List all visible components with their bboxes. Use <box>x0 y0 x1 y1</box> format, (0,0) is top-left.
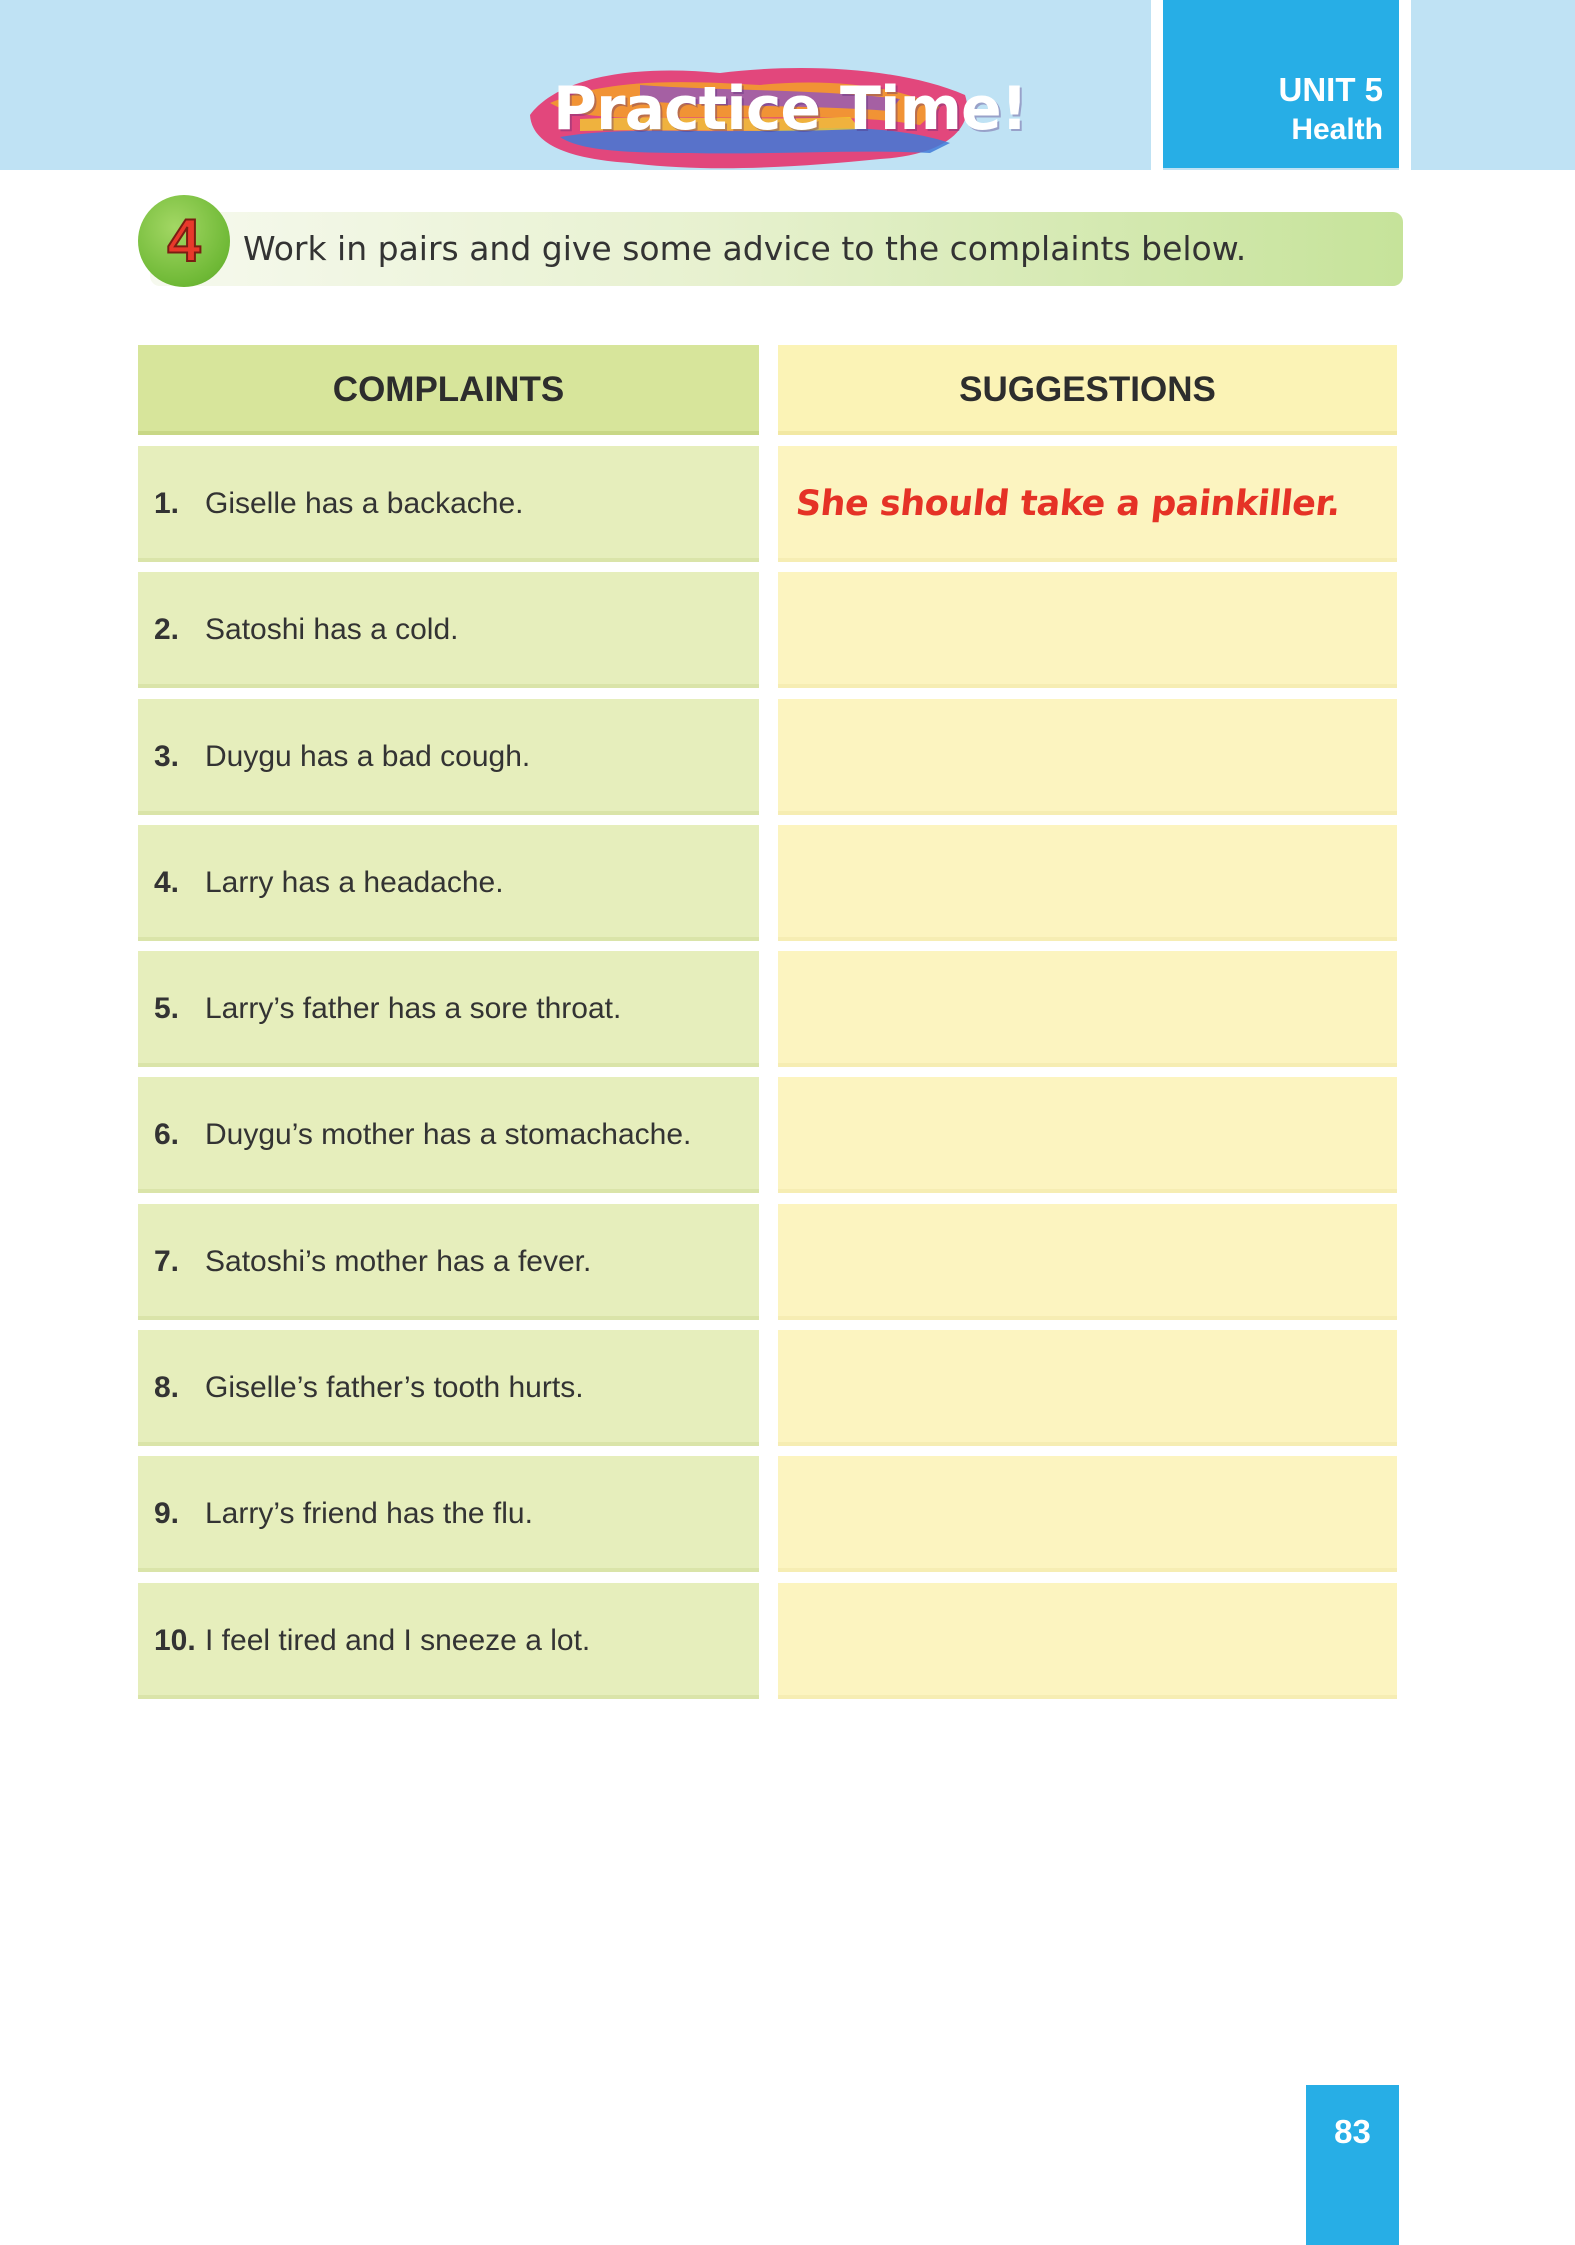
table-row <box>138 699 1397 815</box>
row-number: 10. <box>154 1623 196 1657</box>
row-number: 1. <box>154 487 180 520</box>
complaint-cell <box>138 1204 759 1320</box>
complaint-cell <box>138 446 759 562</box>
suggestion-cell[interactable] <box>778 446 1397 562</box>
row-number: 5. <box>154 992 180 1026</box>
row-number: 3. <box>154 739 180 773</box>
row-number: 4. <box>154 865 180 899</box>
suggestion-answer: She should take a painkiller. <box>793 484 1343 524</box>
suggestion-cell[interactable] <box>778 1077 1397 1193</box>
table-row <box>138 1330 1397 1446</box>
table-row <box>138 1583 1397 1699</box>
unit-name: Health <box>1291 113 1383 146</box>
unit-label: UNIT 5 <box>1278 71 1383 108</box>
task-number: 4 <box>167 207 201 274</box>
table-row <box>138 1456 1397 1572</box>
unit-badge <box>1163 0 1399 168</box>
suggestion-cell[interactable] <box>778 1204 1397 1320</box>
page-title: Practice Time! <box>553 74 1028 144</box>
suggestion-cell[interactable] <box>778 825 1397 941</box>
row-number: 8. <box>154 1371 180 1405</box>
complaint-text: I feel tired and I sneeze a lot. <box>205 1623 591 1657</box>
row-number: 2. <box>154 613 180 647</box>
suggestion-cell[interactable] <box>778 951 1397 1067</box>
suggestion-cell[interactable] <box>778 1583 1397 1699</box>
complaint-text: Larry has a headache. <box>205 865 504 899</box>
row-number: 6. <box>154 1118 180 1152</box>
complaint-text: Giselle has a backache. <box>205 487 524 520</box>
complaint-text: Larry’s father has a sore throat. <box>205 992 622 1026</box>
suggestions-header: SUGGESTIONS <box>778 345 1397 435</box>
header-divider <box>1151 0 1163 170</box>
complaint-cell <box>138 699 759 815</box>
table-row <box>138 951 1397 1067</box>
complaint-cell <box>138 1330 759 1446</box>
complaint-cell <box>138 825 759 941</box>
complaint-cell <box>138 1077 759 1193</box>
complaint-text: Duygu has a bad cough. <box>205 739 531 773</box>
row-number: 7. <box>154 1244 180 1278</box>
table-row <box>138 446 1397 562</box>
suggestion-cell[interactable] <box>778 1330 1397 1446</box>
suggestion-cell[interactable] <box>778 1456 1397 1572</box>
complaint-cell <box>138 1456 759 1572</box>
header-divider <box>1399 0 1411 170</box>
complaint-text: Satoshi’s mother has a fever. <box>205 1244 592 1278</box>
complaint-cell <box>138 1583 759 1699</box>
complaint-text: Giselle’s father’s tooth hurts. <box>205 1371 584 1405</box>
table-row <box>138 572 1397 688</box>
complaints-header: COMPLAINTS <box>138 345 759 435</box>
table-row <box>138 1204 1397 1320</box>
table-row <box>138 1077 1397 1193</box>
complaint-text: Satoshi has a cold. <box>205 613 459 647</box>
table-row <box>138 825 1397 941</box>
suggestion-cell[interactable] <box>778 572 1397 688</box>
suggestion-cell[interactable] <box>778 699 1397 815</box>
complaints-table <box>138 446 1397 1709</box>
complaint-cell <box>138 951 759 1067</box>
complaint-cell <box>138 572 759 688</box>
row-number: 9. <box>154 1497 180 1531</box>
instruction-text: Work in pairs and give some advice to the complaints below. <box>243 229 1247 268</box>
complaint-text: Larry’s friend has the flu. <box>205 1497 533 1531</box>
page-number: 83 <box>1306 2085 1399 2245</box>
complaint-text: Duygu’s mother has a stomachache. <box>205 1118 692 1152</box>
